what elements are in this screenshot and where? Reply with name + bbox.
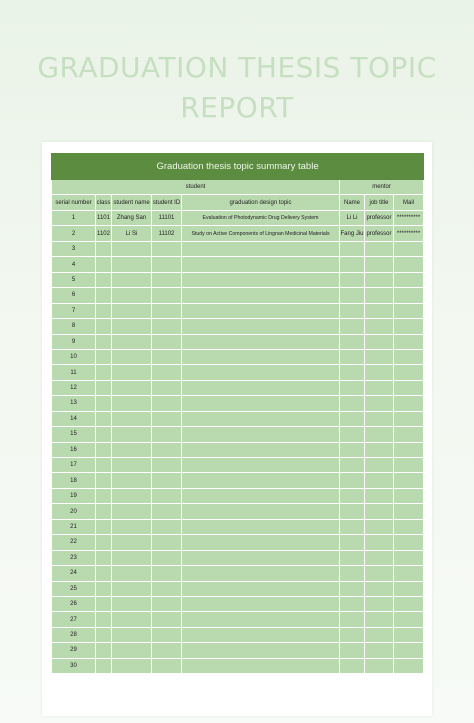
student-id-cell [152,349,182,364]
column-header-mail: Mail [394,195,424,211]
serial-number-cell: 19 [52,488,96,503]
student-id-cell [152,427,182,442]
mentor-name-cell [340,488,365,503]
mail-cell [394,550,424,565]
job-title-cell [365,349,394,364]
student-id-cell: 11101 [152,211,182,226]
job-title-cell [365,411,394,426]
mentor-name-cell [340,473,365,488]
serial-number-cell: 9 [52,334,96,349]
student-name-cell [112,581,152,596]
job-title-cell [365,596,394,611]
job-title-cell [365,257,394,272]
mail-cell [394,458,424,473]
table-row [52,658,424,673]
class-cell [96,365,112,380]
table-row [52,257,424,272]
topic-cell [182,458,340,473]
serial-number-cell: 25 [52,581,96,596]
class-cell [96,241,112,256]
student-id-cell: 11102 [152,226,182,241]
job-title-cell [365,427,394,442]
job-title-cell: professor [365,211,394,226]
serial-number-cell: 21 [52,519,96,534]
student-id-cell [152,319,182,334]
student-name-cell [112,627,152,642]
class-cell [96,488,112,503]
topic-cell: Evaluation of Photodynamic Drug Delivery System [182,211,340,226]
table-row [52,226,424,241]
group-header-row [52,180,424,195]
student-name-cell [112,566,152,581]
mail-cell [394,581,424,596]
student-name-cell: Zhang San [112,211,152,226]
mail-cell [394,566,424,581]
mentor-name-cell [340,334,365,349]
student-name-cell [112,241,152,256]
serial-number-cell: 5 [52,272,96,287]
job-title-cell [365,272,394,287]
serial-number-cell: 15 [52,427,96,442]
topic-cell [182,319,340,334]
student-name-cell [112,427,152,442]
mail-cell [394,519,424,534]
serial-number-cell: 8 [52,319,96,334]
table-row [52,319,424,334]
mail-cell [394,380,424,395]
table-row [52,488,424,503]
student-id-cell [152,581,182,596]
job-title-cell [365,504,394,519]
job-title-cell [365,488,394,503]
mentor-name-cell [340,566,365,581]
mail-cell [394,349,424,364]
mentor-name-cell [340,257,365,272]
student-name-cell [112,319,152,334]
job-title-cell [365,380,394,395]
job-title-cell [365,319,394,334]
table-row [52,581,424,596]
mentor-name-cell [340,303,365,318]
class-cell [96,596,112,611]
topic-cell [182,380,340,395]
table-row [52,303,424,318]
class-cell [96,349,112,364]
student-id-cell [152,612,182,627]
mail-cell [394,241,424,256]
table-row [52,211,424,226]
class-cell [96,272,112,287]
student-id-cell [152,550,182,565]
mentor-name-cell [340,504,365,519]
student-name-cell [112,442,152,457]
job-title-cell [365,612,394,627]
table-row [52,442,424,457]
serial-number-cell: 13 [52,396,96,411]
mentor-name-cell [340,349,365,364]
thesis-summary-table [51,153,424,674]
group-header-mentor: mentor [340,180,424,195]
topic-cell [182,396,340,411]
student-id-cell [152,272,182,287]
mail-cell [394,303,424,318]
table-row [52,241,424,256]
student-name-cell [112,411,152,426]
serial-number-cell: 11 [52,365,96,380]
student-name-cell [112,458,152,473]
student-name-cell: Li Si [112,226,152,241]
serial-number-cell: 10 [52,349,96,364]
mail-cell [394,334,424,349]
topic-cell [182,241,340,256]
mail-cell [394,612,424,627]
serial-number-cell: 20 [52,504,96,519]
student-id-cell [152,566,182,581]
serial-number-cell: 7 [52,303,96,318]
job-title-cell [365,643,394,658]
class-cell [96,334,112,349]
topic-cell [182,473,340,488]
table-row [52,380,424,395]
student-id-cell [152,442,182,457]
student-name-cell [112,488,152,503]
topic-cell [182,411,340,426]
class-cell [96,658,112,673]
report-sheet [42,142,432,716]
mail-cell [394,257,424,272]
job-title-cell [365,442,394,457]
mail-cell [394,488,424,503]
table-row [52,411,424,426]
topic-cell [182,257,340,272]
job-title-cell [365,396,394,411]
mail-cell: ********** [394,211,424,226]
mentor-name-cell [340,458,365,473]
serial-number-cell: 16 [52,442,96,457]
serial-number-cell: 12 [52,380,96,395]
mail-cell [394,504,424,519]
class-cell: 1102 [96,226,112,241]
column-header-row [52,195,424,211]
mentor-name-cell [340,411,365,426]
class-cell [96,519,112,534]
mail-cell [394,627,424,642]
class-cell [96,319,112,334]
column-header-student-id: student ID [152,195,182,211]
serial-number-cell: 27 [52,612,96,627]
mentor-name-cell [340,272,365,287]
topic-cell [182,519,340,534]
serial-number-cell: 17 [52,458,96,473]
student-name-cell [112,288,152,303]
class-cell [96,550,112,565]
mail-cell [394,288,424,303]
class-cell [96,288,112,303]
column-header-serial-number: serial number [52,195,96,211]
table-row [52,550,424,565]
serial-number-cell: 29 [52,643,96,658]
topic-cell [182,596,340,611]
student-id-cell [152,627,182,642]
topic-cell [182,349,340,364]
student-id-cell [152,458,182,473]
student-id-cell [152,596,182,611]
mail-cell [394,365,424,380]
serial-number-cell: 2 [52,226,96,241]
mentor-name-cell [340,658,365,673]
mentor-name-cell: Li Li [340,211,365,226]
table-row [52,272,424,287]
job-title-cell [365,581,394,596]
student-id-cell [152,411,182,426]
topic-cell [182,581,340,596]
class-cell [96,643,112,658]
job-title-cell [365,365,394,380]
table-row [52,288,424,303]
topic-cell [182,566,340,581]
topic-cell [182,272,340,287]
mentor-name-cell [340,535,365,550]
job-title-cell [365,627,394,642]
topic-cell [182,612,340,627]
table-row [52,473,424,488]
student-name-cell [112,550,152,565]
group-header-student: student [52,180,340,195]
topic-cell [182,442,340,457]
job-title-cell [365,566,394,581]
mentor-name-cell [340,596,365,611]
class-cell [96,627,112,642]
serial-number-cell: 23 [52,550,96,565]
topic-cell: Study on Active Components of Lingnan Medicinal Materials [182,226,340,241]
mentor-name-cell [340,581,365,596]
mentor-name-cell [340,627,365,642]
mentor-name-cell [340,365,365,380]
serial-number-cell: 6 [52,288,96,303]
page-title-line-2: REPORT [180,91,294,124]
table-row [52,349,424,364]
mentor-name-cell [340,380,365,395]
mentor-name-cell [340,241,365,256]
topic-cell [182,550,340,565]
student-name-cell [112,473,152,488]
serial-number-cell: 30 [52,658,96,673]
mail-cell [394,442,424,457]
job-title-cell [365,519,394,534]
class-cell [96,535,112,550]
class-cell [96,303,112,318]
page-title-line-1: GRADUATION THESIS TOPIC [37,51,437,84]
student-id-cell [152,473,182,488]
topic-cell [182,504,340,519]
student-id-cell [152,303,182,318]
student-name-cell [112,349,152,364]
student-id-cell [152,257,182,272]
column-header-mentor-name: Name [340,195,365,211]
student-name-cell [112,504,152,519]
student-name-cell [112,535,152,550]
mail-cell [394,272,424,287]
student-id-cell [152,643,182,658]
table-row [52,519,424,534]
topic-cell [182,427,340,442]
job-title-cell [365,288,394,303]
student-id-cell [152,535,182,550]
class-cell [96,504,112,519]
job-title-cell [365,550,394,565]
mail-cell [394,535,424,550]
serial-number-cell: 22 [52,535,96,550]
job-title-cell [365,303,394,318]
class-cell [96,566,112,581]
table-banner: Graduation thesis topic summary table [52,154,424,180]
student-name-cell [112,596,152,611]
student-id-cell [152,241,182,256]
student-name-cell [112,519,152,534]
job-title-cell [365,535,394,550]
student-id-cell [152,396,182,411]
topic-cell [182,643,340,658]
table-row [52,643,424,658]
column-header-job-title: job title [365,195,394,211]
topic-cell [182,488,340,503]
student-name-cell [112,303,152,318]
table-row [52,627,424,642]
table-row [52,427,424,442]
table-row [52,458,424,473]
student-id-cell [152,519,182,534]
student-id-cell [152,488,182,503]
job-title-cell [365,473,394,488]
topic-cell [182,658,340,673]
table-row [52,596,424,611]
serial-number-cell: 1 [52,211,96,226]
topic-cell [182,288,340,303]
mentor-name-cell: Fang Jiu [340,226,365,241]
mentor-name-cell [340,550,365,565]
table-row [52,365,424,380]
serial-number-cell: 3 [52,241,96,256]
mentor-name-cell [340,396,365,411]
job-title-cell: professor [365,226,394,241]
mentor-name-cell [340,442,365,457]
topic-cell [182,535,340,550]
table-row [52,535,424,550]
student-name-cell [112,257,152,272]
mail-cell: ********** [394,226,424,241]
mentor-name-cell [340,427,365,442]
class-cell [96,581,112,596]
student-id-cell [152,658,182,673]
mail-cell [394,411,424,426]
class-cell [96,473,112,488]
column-header-topic: graduation design topic [182,195,340,211]
class-cell [96,427,112,442]
student-id-cell [152,365,182,380]
mail-cell [394,658,424,673]
student-id-cell [152,504,182,519]
mentor-name-cell [340,319,365,334]
table-row [52,612,424,627]
mentor-name-cell [340,612,365,627]
table-row [52,504,424,519]
student-id-cell [152,334,182,349]
student-name-cell [112,380,152,395]
student-id-cell [152,380,182,395]
table-banner-row [52,154,424,180]
mentor-name-cell [340,288,365,303]
class-cell [96,458,112,473]
table-row [52,566,424,581]
class-cell: 1101 [96,211,112,226]
serial-number-cell: 14 [52,411,96,426]
mail-cell [394,427,424,442]
class-cell [96,257,112,272]
mail-cell [394,396,424,411]
mail-cell [394,473,424,488]
job-title-cell [365,458,394,473]
mentor-name-cell [340,643,365,658]
column-header-student-name: student name [112,195,152,211]
topic-cell [182,334,340,349]
mail-cell [394,643,424,658]
class-cell [96,612,112,627]
student-name-cell [112,643,152,658]
serial-number-cell: 4 [52,257,96,272]
mentor-name-cell [340,519,365,534]
table-row [52,396,424,411]
student-name-cell [112,334,152,349]
class-cell [96,411,112,426]
student-name-cell [112,272,152,287]
student-name-cell [112,396,152,411]
topic-cell [182,365,340,380]
job-title-cell [365,658,394,673]
class-cell [96,396,112,411]
student-id-cell [152,288,182,303]
serial-number-cell: 24 [52,566,96,581]
mail-cell [394,319,424,334]
column-header-class: class [96,195,112,211]
student-name-cell [112,365,152,380]
job-title-cell [365,334,394,349]
serial-number-cell: 18 [52,473,96,488]
class-cell [96,442,112,457]
student-name-cell [112,658,152,673]
serial-number-cell: 28 [52,627,96,642]
class-cell [96,380,112,395]
table-row [52,334,424,349]
topic-cell [182,627,340,642]
topic-cell [182,303,340,318]
job-title-cell [365,241,394,256]
student-name-cell [112,612,152,627]
mail-cell [394,596,424,611]
serial-number-cell: 26 [52,596,96,611]
